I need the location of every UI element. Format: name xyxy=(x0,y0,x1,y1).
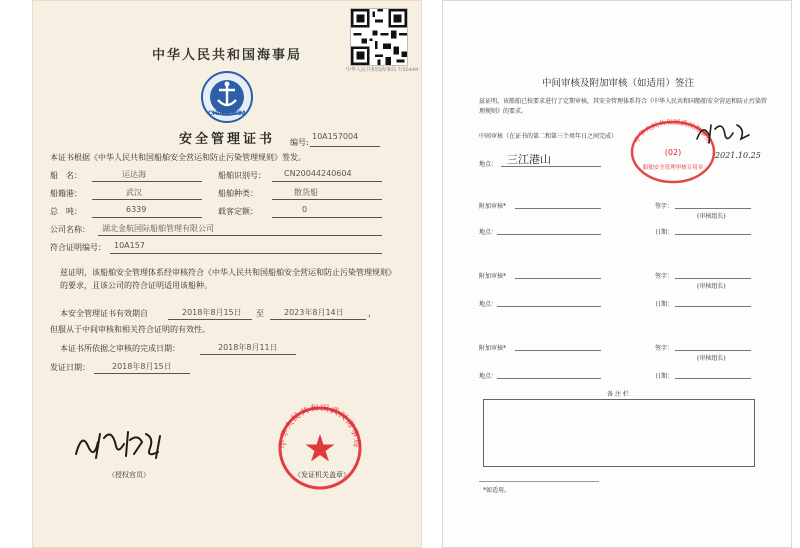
seal-caption: （发证机关盖章） xyxy=(294,471,350,479)
port-value: 武汉 xyxy=(126,188,142,197)
seal-text-left: 中华人民共和国武汉海事局 xyxy=(278,404,362,449)
signature-label: 签字： xyxy=(655,345,674,352)
auditor-caption: (审核组长) xyxy=(697,213,726,220)
audit-seal-bottom: 船舶安全管理审核专用章 xyxy=(642,165,704,171)
issue-date-value: 2018年8月15日 xyxy=(112,362,172,371)
signature-label: 签字： xyxy=(655,203,674,210)
issuing-authority: 中华人民共和国海事局 xyxy=(151,48,302,63)
ship-id-value: CN20044240604 xyxy=(284,169,352,178)
ship-id-label: 船舶识别号： xyxy=(218,171,266,180)
place-label: 地点： xyxy=(479,229,498,236)
additional-audit-label: 附加审核* xyxy=(479,345,507,352)
intermediate-audit-endorsement-page xyxy=(442,0,792,548)
auditor-caption: (审核组长) xyxy=(697,355,726,362)
intro-text: 本证书根据《中华人民共和国船舶安全营运和防止污染管理规则》签发。 xyxy=(50,153,306,162)
endorsement-intro: 兹证明，该船舶已按要求进行了定期审核，其安全管理体系符合《中华人民共和国船舶安全营运和防止污染管理规则》的要求。 xyxy=(479,98,768,115)
official-caption: （授权官员） xyxy=(108,471,150,479)
validity-suffix: ， xyxy=(368,309,376,318)
place-label: 地点： xyxy=(479,373,498,380)
certificate-title: 安全管理证书 xyxy=(178,132,275,147)
passenger-capacity-value: 0 xyxy=(302,205,308,214)
endorsement-title: 中间审核及附加审核（如适用）签注 xyxy=(541,78,694,89)
date-label: 日期： xyxy=(655,373,674,380)
passenger-capacity-label: 载客定额： xyxy=(218,207,258,216)
issue-date-label: 发证日期： xyxy=(50,363,90,372)
place-label: 地点： xyxy=(479,301,498,308)
official-signature xyxy=(72,424,172,464)
auditor-caption: (审核组长) xyxy=(697,283,726,290)
ship-type-value: 散货船 xyxy=(294,188,318,197)
ship-type-label: 船舶种类： xyxy=(218,189,258,198)
validity-from: 2018年8月15日 xyxy=(182,308,242,317)
audit-seal-number: (02) xyxy=(664,148,682,157)
validity-line2: 但服从于中间审核和相关符合证明的有效性。 xyxy=(50,325,210,334)
auditor-signature xyxy=(693,119,753,147)
footnote: *如适用。 xyxy=(483,487,511,494)
intermediate-place-label: 地点： xyxy=(479,161,498,168)
validity-to-word: 至 xyxy=(256,309,264,318)
additional-audit-label: 附加审核* xyxy=(479,203,507,210)
qr-caption: 中华人民共和国海事局 7/55449 xyxy=(346,67,419,73)
intermediate-audit-date: 2021.10.25 xyxy=(715,151,761,160)
gross-tonnage-label: 总 吨： xyxy=(50,207,82,216)
certification-paragraph: 兹证明，该船舶安全管理体系经审核符合《中华人民共和国船舶安全营运和防止污染管理规则》的要求，且该公司的符合证明适用该船种。 xyxy=(60,268,392,290)
additional-audit-label: 附加审核* xyxy=(479,273,507,280)
intermediate-place-value: 三江港山 xyxy=(507,153,551,166)
doc-number-value: 10A157 xyxy=(114,241,145,250)
signature-label: 签字： xyxy=(655,273,674,280)
gross-tonnage-value: 6339 xyxy=(126,205,147,214)
audit-date-label: 本证书所依据之审核的完成日期： xyxy=(60,344,180,353)
port-label: 船籍港： xyxy=(50,189,82,198)
audit-seal-text: 中华人民共和国武汉海事局 xyxy=(632,119,714,145)
date-label: 日期： xyxy=(655,229,674,236)
validity-to: 2023年8月14日 xyxy=(284,308,344,317)
doc-number-label: 符合证明编号： xyxy=(50,243,106,252)
remarks-label: 备 注 栏 xyxy=(607,391,629,398)
intermediate-audit-label: 中间审核（在证书的第二和第三个周年日之间完成） xyxy=(479,133,618,140)
date-label: 日期： xyxy=(655,301,674,308)
ship-name-value: 运达海 xyxy=(122,170,146,179)
audit-date-value: 2018年8月11日 xyxy=(218,343,278,352)
company-value: 湖北金航国际船舶管理有限公司 xyxy=(102,224,214,233)
remarks-box xyxy=(483,399,755,467)
logo-text: CHINA MSA xyxy=(207,110,247,117)
certificate-number: 10A157004 xyxy=(312,132,359,141)
validity-prefix: 本安全管理证书有效期自 xyxy=(60,309,148,318)
safety-management-certificate xyxy=(32,0,422,548)
ship-name-label: 船 名： xyxy=(50,171,82,180)
company-label: 公司名称： xyxy=(50,225,90,234)
number-label: 编号: xyxy=(290,138,309,147)
